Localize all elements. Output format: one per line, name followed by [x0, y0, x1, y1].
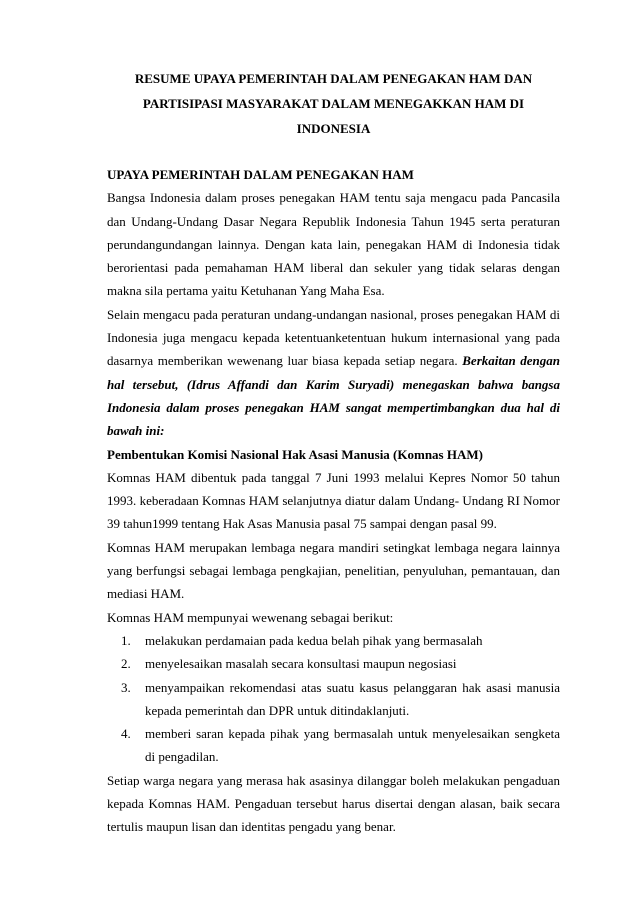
paragraph-komnas-formation: Komnas HAM dibentuk pada tanggal 7 Juni 1993 melalui Kepres Nomor 50 tahun 1993. keberadaan Komnas HAM selanjutnya diatur dalam Undang- Undang RI Nomor 39 tahun1999 tentang Hak Asas Manusia pasal 75 sampai dengan pasal 99. — [107, 469, 560, 532]
section-heading-komnas: Pembentukan Komisi Nasional Hak Asasi Manusia (Komnas HAM) — [107, 446, 483, 462]
paragraph-complaint: Setiap warga negara yang merasa hak asasinya dilanggar boleh melakukan pengaduan kepada Komnas HAM. Pengaduan tersebut harus disertai dengan alasan, baik secara tertulis maupun lisan dan identitas pengadu yang benar. — [107, 772, 560, 835]
title-line-3: INDONESIA — [296, 121, 371, 136]
paragraph-international-law-text: Selain mengacu pada peraturan undang-undangan nasional, proses penegakan HAM di Indonesia juga mengacu kepada ketentuanketentuan hukum internasional yang pada dasarnya memberikan wewenang luar biasa kepada setiap negara. — [107, 306, 560, 369]
paragraph-komnas-function: Komnas HAM merupakan lembaga negara mandiri setingkat lembaga negara lainnya yang berfungsi sebagai lembaga pengkajian, penelitian, penyuluhan, pemantauan, dan mediasi HAM. — [107, 539, 560, 602]
title-line-1: RESUME UPAYA PEMERINTAH DALAM PENEGAKAN HAM DAN — [134, 71, 533, 86]
list-text: menyelesaikan masalah secara konsultasi maupun negosiasi — [145, 656, 457, 672]
list-text: melakukan perdamaian pada kedua belah pihak yang bermasalah — [145, 632, 483, 648]
list-text: memberi saran kepada pihak yang bermasalah untuk menyelesaikan sengketa di pengadilan. — [145, 726, 560, 765]
paragraph-emphasis: Berkaitan dengan hal tersebut, (Idrus Affandi dan Karim Suryadi) menegaskan bahwa bangsa Indonesia dalam proses penegakan HAM sangat mempertimbangkan dua hal di bawah ini: — [107, 353, 561, 439]
document-title — [107, 66, 560, 141]
list-item — [107, 629, 560, 652]
document-body — [107, 163, 560, 839]
list-number: 4. — [121, 726, 131, 742]
paragraph-pancasila: Bangsa Indonesia dalam proses penegakan HAM tentu saja mengacu pada Pancasila dan Undang-Undang Dasar Negara Republik Indonesia Tahun 1945 serta peraturan perundangundangan lainnya. Dengan kata lain, penegakan HAM di Indonesia tidak berorientasi pada pemahaman HAM liberal dan sekuler yang tidak selaras dengan makna sila pertama yaitu Ketuhanan Yang Maha Esa. — [107, 190, 560, 299]
list-item — [107, 676, 560, 723]
list-text: menyampaikan rekomendasi atas suatu kasus pelanggaran hak asasi manusia kepada pemerintah dan DPR untuk ditindaklanjuti. — [145, 679, 560, 718]
list-number: 1. — [121, 632, 131, 648]
list-item — [107, 722, 560, 769]
list-number: 2. — [121, 656, 131, 672]
paragraph-international-law — [107, 303, 560, 443]
list-item — [107, 652, 560, 675]
paragraph-komnas-authority: Komnas HAM mempunyai wewenang sebagai berikut: — [107, 609, 394, 625]
list-number: 3. — [121, 679, 131, 695]
section-heading-upaya: UPAYA PEMERINTAH DALAM PENEGAKAN HAM — [107, 167, 414, 182]
authority-list — [107, 629, 560, 769]
title-line-2: PARTISIPASI MASYARAKAT DALAM MENEGAKKAN HAM DI — [142, 96, 525, 111]
